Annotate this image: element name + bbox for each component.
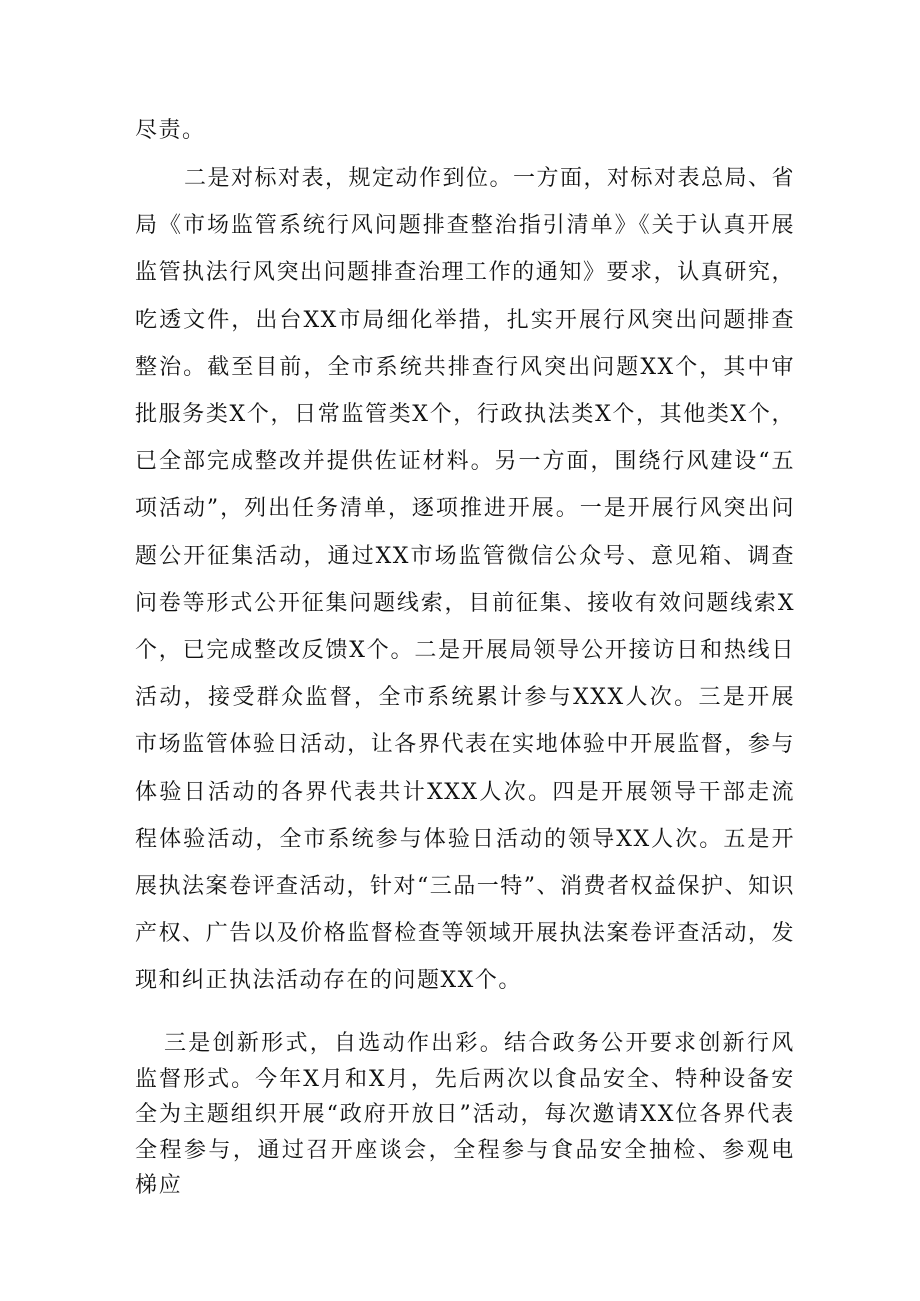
paragraph-innovation: 三是创新形式，自选动作出彩。结合政务公开要求创新行风监督形式。今年X月和X月，先后两次以食品安全、特种设备安全为主题组织开展“政府开放日”活动，每次邀请XX位各界代表全程参与，通过召开座谈会，全程参与食品安全抽检、参观电梯应: [135, 1031, 795, 1198]
paragraph-continuation: 尽责。: [135, 118, 206, 143]
paragraph-standard-actions: 二是对标对表，规定动作到位。一方面，对标对表总局、省局《市场监管系统行风问题排查整治指引清单》《关于认真开展监管执法行风突出问题排查治理工作的通知》要求，认真研究，吃透文件，出台XX市局细化举措，扎实开展行风突出问题排查整治。截至目前，全市系统共排查行风突出问题XX个，其中审批服务类X个，日常监管类X个，行政执法类X个，其他类X个，已全部完成整改并提供佐证材料。另一方面，围绕行风建设“五项活动”，列出任务清单，逐项推进开展。一是开展行风突出问题公开征集活动，通过XX市场监管微信公众号、意见箱、调查问卷等形式公开征集问题线索，目前征集、接收有效问题线索X个，已完成整改反馈X个。二是开展局领导公开接访日和热线日活动，接受群众监督，全市系统累计参与XXX人次。三是开展市场监管体验日活动，让各界代表在实地体验中开展监督，参与体验日活动的各界代表共计XXX人次。四是开展领导干部走流程体验活动，全市系统参与体验日活动的领导XX人次。五是开展执法案卷评查活动，针对“三品一特”、消费者权益保护、知识产权、广告以及价格监督检查等领域开展执法案卷评查活动，发现和纠正执法活动存在的问题XX个。: [135, 166, 796, 994]
